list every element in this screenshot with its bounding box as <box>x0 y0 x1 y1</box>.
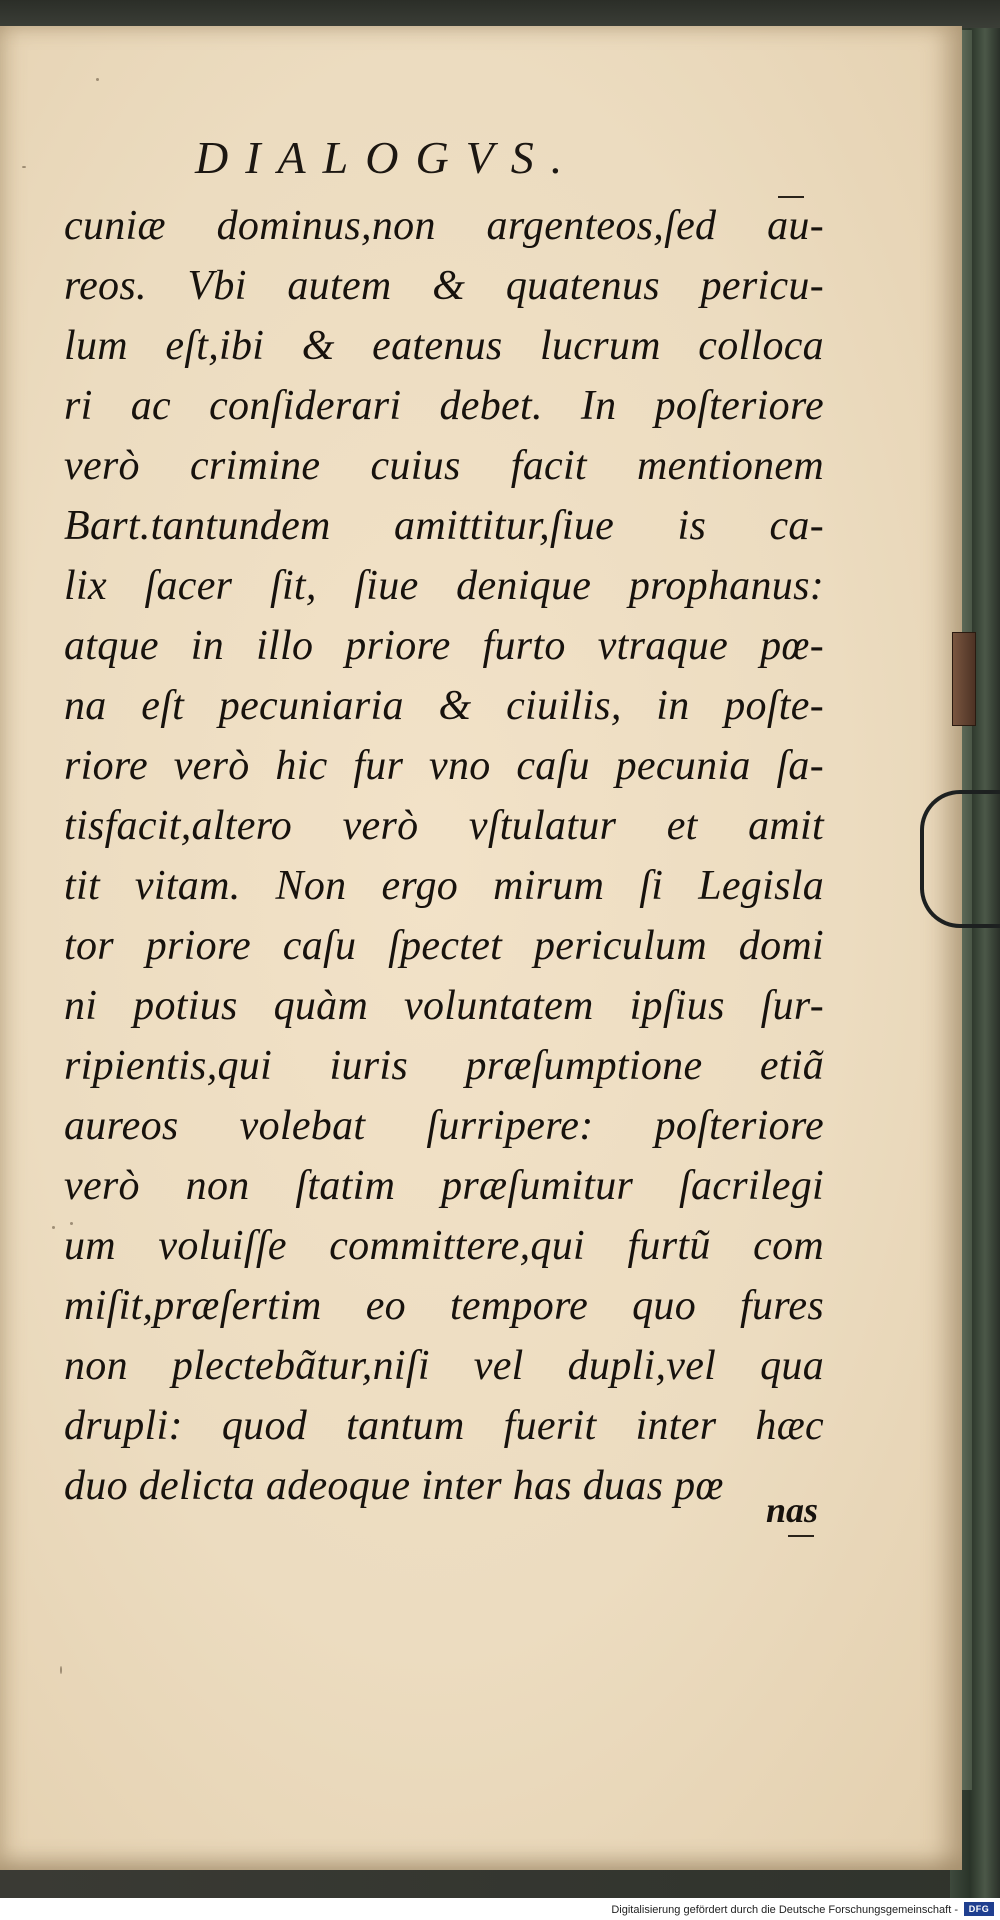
text-block <box>64 196 824 1516</box>
text-line: na eſt pecuniaria & ciuilis, in poſte- <box>64 683 824 729</box>
paper-speck <box>22 166 26 168</box>
text-line: lix ſacer ſit, ſiue denique prophanus: <box>64 563 824 609</box>
clasp-strap <box>920 790 1000 928</box>
text-line: duo delicta adeoque inter has duas pœ <box>64 1463 724 1509</box>
paper-speck <box>52 1226 55 1229</box>
page-top-shadow <box>0 0 1000 28</box>
running-head: DIALOGVS. <box>195 132 580 183</box>
text-line: non plectebãtur,niſi vel dupli,vel qua <box>64 1343 824 1389</box>
text-line: atque in illo priore furto vtraque pœ- <box>64 623 824 669</box>
text-line: ri ac conſiderari debet. In poſteriore <box>64 383 824 429</box>
text-line: ni potius quàm voluntatem ipſius ſur- <box>64 983 824 1029</box>
catchword: nas <box>765 1490 818 1530</box>
text-line: aureos volebat ſurripere: poſteriore <box>64 1103 824 1149</box>
paper-speck <box>96 78 99 81</box>
text-line: drupli: quod tantum fuerit inter hæc <box>64 1403 824 1449</box>
footer-credit: Digitalisierung gefördert durch die Deutsche Forschungsgemeinschaft - <box>611 1904 958 1916</box>
text-line: lum eſt,ibi & eatenus lucrum colloca <box>64 323 824 369</box>
text-line: riore verò hic fur vno caſu pecunia ſa- <box>64 743 824 789</box>
text-line: miſit,præſertim eo tempore quo fures <box>64 1283 824 1329</box>
text-line: tisfacit,altero verò vſtulatur et amit <box>64 803 824 849</box>
catchword-rule <box>788 1535 814 1537</box>
text-line: Bart.tantundem amittitur,ſiue is ca- <box>64 503 824 549</box>
dfg-logo: DFG <box>964 1902 994 1916</box>
bookmark-tab <box>952 632 976 726</box>
text-line: verò crimine cuius facit mentionem <box>64 443 824 489</box>
text-line: cuniæ dominus,non argenteos,ſed au- <box>64 203 824 249</box>
text-line: um voluiſſe committere,qui furtũ com <box>64 1223 824 1269</box>
text-line: reos. Vbi autem & quatenus pericu- <box>64 263 824 309</box>
paper-speck <box>60 1666 62 1674</box>
text-line: tit vitam. Non ergo mirum ſi Legisla <box>64 863 824 909</box>
text-line: tor priore caſu ſpectet periculum domi <box>64 923 824 969</box>
text-line: verò non ſtatim præſumitur ſacrilegi <box>64 1163 824 1209</box>
text-line: ripientis,qui iuris præſumptione etiã <box>64 1043 824 1089</box>
